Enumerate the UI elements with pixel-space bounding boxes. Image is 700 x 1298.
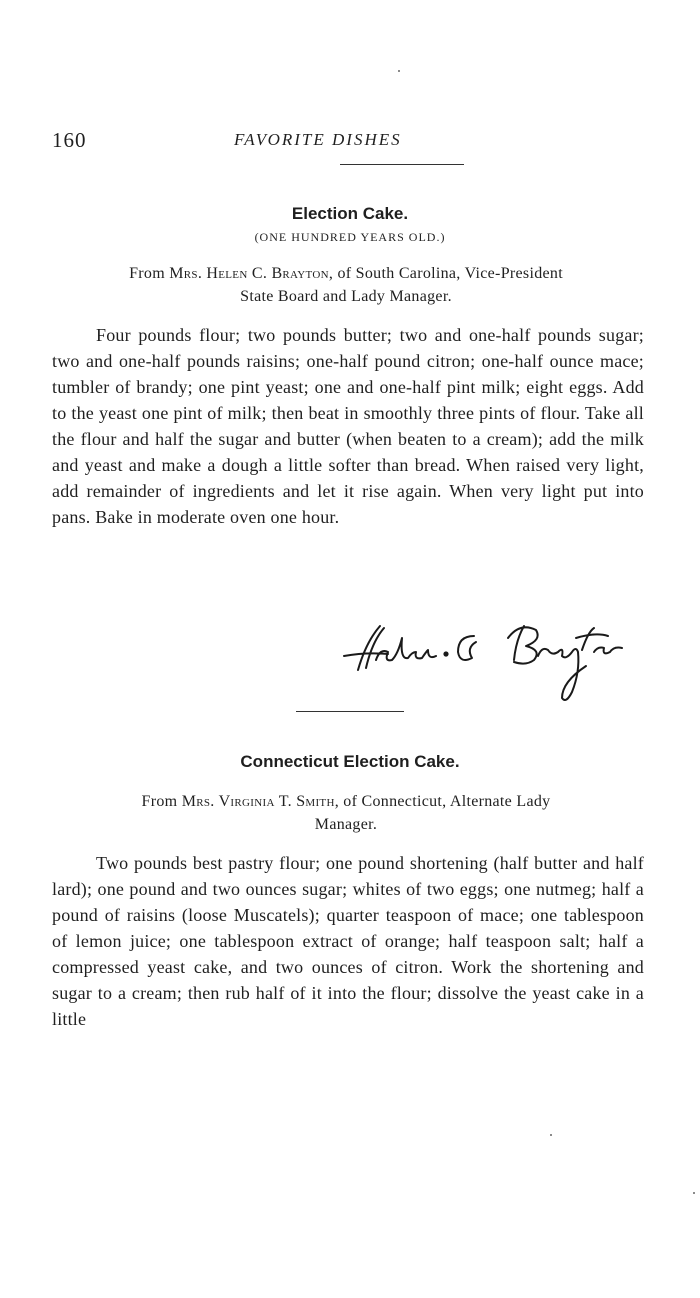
contributor-name: Mrs. Virginia T. Smith xyxy=(181,793,335,810)
recipe-attribution xyxy=(46,790,646,836)
handwritten-signature xyxy=(336,612,636,712)
recipe-body: Four pounds flour; two pounds butter; two and one-half pounds sugar; two and one-half pounds raisins; one-half pound citron; one-half ounce mace; tumbler of brandy; one pint yeast; one and one-half pint milk; eight eggs. Add to the yeast one pint of milk; then beat in smoothly three pints of flour. Take all the flour and half the sugar and butter (when beaten to a cream); add the milk and yeast and make a dough a little softer than bread. When raised very light, add remainder of ingredients and let it rise again. When very light put into pans. Bake in moderate oven one hour. xyxy=(52,325,644,527)
attribution-from: From xyxy=(129,265,170,282)
page-number: 160 xyxy=(52,128,87,152)
header-rule xyxy=(340,164,464,165)
attribution-from: From xyxy=(141,793,182,810)
paper-speck xyxy=(550,1134,552,1136)
contributor-name: Mrs. Helen C. Brayton xyxy=(169,265,329,282)
attribution-text: , of South Carolina, Vice-President xyxy=(328,265,563,282)
recipe-attribution xyxy=(46,262,646,308)
attribution-line-2: State Board and Lady Manager. xyxy=(240,288,452,305)
page-header xyxy=(52,128,642,158)
recipe-subnote: (ONE HUNDRED YEARS OLD.) xyxy=(254,230,446,244)
paper-speck xyxy=(398,70,400,72)
paper-speck xyxy=(693,1192,695,1194)
section-divider xyxy=(296,711,404,712)
recipe-title: Connecticut Election Cake. xyxy=(240,752,460,771)
recipe-title: Election Cake. xyxy=(291,204,409,223)
running-head: FAVORITE DISHES xyxy=(234,130,402,149)
attribution-line-2: Manager. xyxy=(314,816,378,833)
attribution-text: , of Connecticut, Alternate Lady xyxy=(334,793,551,810)
recipe-body: Two pounds best pastry flour; one pound shortening (half butter and half lard); one pound and two ounces sugar; whites of two eggs; one nutmeg; half a pound of raisins (loose Muscatels); quarter teaspoon of mace; one tablespoon of lemon juice; one tablespoon extract of orange; half teaspoon salt; half a compressed yeast cake, and two ounces of citron. Work the shortening and sugar to a cream; then rub half of it into the flour; dissolve the yeast cake in a little xyxy=(52,853,644,1029)
